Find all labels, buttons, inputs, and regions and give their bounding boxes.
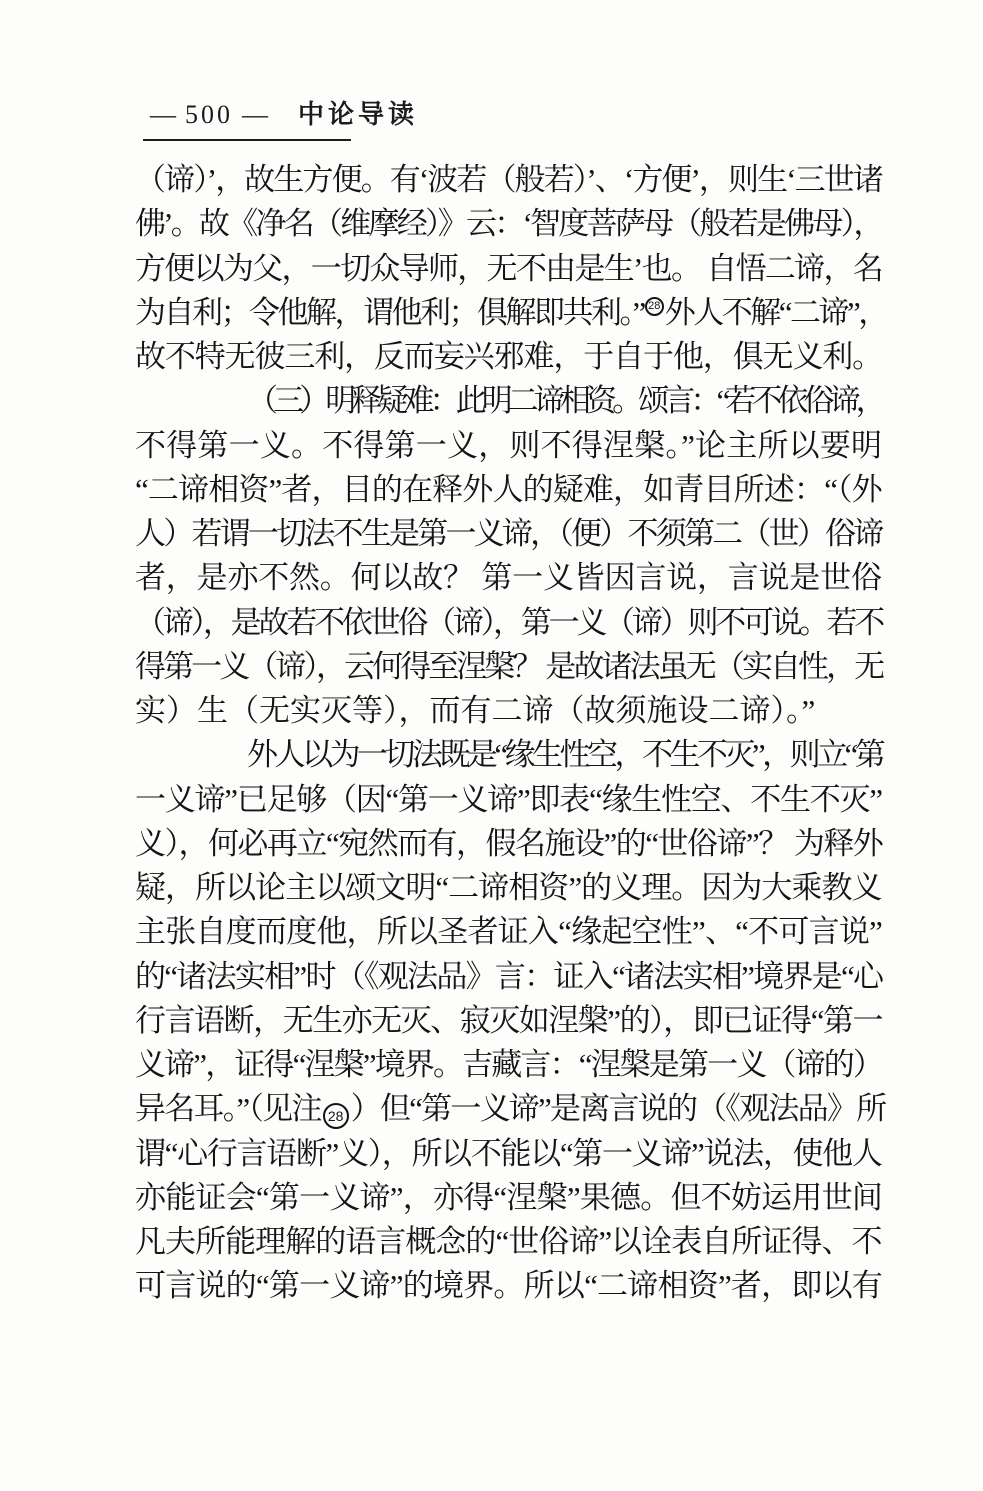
- text-line: 人）若谓一切法不生是第一义谛，（便）不须第二（世）俗谛: [135, 516, 882, 551]
- text-segment: ）但“第一义谛”是离言说的（《观法品》所: [350, 1091, 886, 1127]
- page-header: [150, 100, 418, 130]
- footnote-ref-28-superscript-icon: 28: [645, 297, 664, 316]
- text-line: 疑，所以论主以颂文明“二谛相资”的义理。因为大乘教义: [135, 870, 882, 905]
- text-line: 者，是亦不然。何以故？ 第一义皆因言说，言说是世俗: [135, 560, 882, 596]
- text-line: 得第一义（谛），云何得至涅槃？ 是故诸法虽无（实自性，无: [135, 648, 883, 684]
- text-line: 的“诸法实相”时（《观法品》言：证入“诸法实相”境界是“心: [135, 958, 883, 994]
- header-dash-left: —: [150, 100, 176, 129]
- text-line: 亦能证会“第一义谛”，亦得“涅槃”果德。但不妨运用世间: [135, 1179, 883, 1215]
- book-title: 中论导读: [298, 100, 419, 129]
- text-line: [135, 1087, 886, 1131]
- text-line: 凡夫所能理解的语言概念的“世俗谛”以诠表自所证得、不: [135, 1224, 882, 1259]
- text-line-paragraph-start: 外人以为一切法既是“缘生性空，不生不灭”，则立“第: [247, 737, 883, 773]
- text-segment: 异名耳。”（见注: [135, 1091, 321, 1127]
- text-line: 义谛”，证得“涅槃”境界。吉藏言：“涅槃是第一义（谛的）: [135, 1047, 883, 1082]
- footnote-ref-28-icon: 28: [323, 1103, 349, 1129]
- text-line: 方便以为父，一切众导师，无不由是生’也。 自悟二谛，名: [135, 250, 883, 286]
- text-line: 可言说的“第一义谛”的境界。所以“二谛相资”者，即以有: [135, 1268, 883, 1304]
- text-line: 行言语断，无生亦无灭、寂灭如涅槃”的），即已证得“第一: [135, 1002, 883, 1038]
- text-line: [135, 291, 887, 335]
- page-number: 500: [185, 100, 233, 129]
- text-line: 谓“心行言语断”义），所以不能以“第一义谛”说法，使他人: [135, 1135, 882, 1171]
- header-dash-right: —: [242, 100, 268, 129]
- text-line: 不得第一义。不得第一义，则不得涅槃。”论主所以要明: [135, 427, 883, 463]
- text-line: 主张自度而度他，所以圣者证入“缘起空性”、“不可言说”: [135, 914, 883, 950]
- text-segment: 为自利；令他解，谓他利；俱解即共利。”: [135, 294, 644, 330]
- text-segment: 外人不解“二谛”，: [664, 294, 887, 330]
- header-rule: [143, 139, 351, 141]
- text-line: （谛），是故若不依世俗（谛），第一义（谛）则不可说。若不: [135, 604, 882, 640]
- text-line: （谛）’，故生方便。有‘波若（般若）’、‘方便’，则生‘三世诸: [135, 162, 882, 197]
- text-line: “二谛相资”者，目的在释外人的疑难，如青目所述：“（外: [135, 471, 882, 507]
- text-line: 义），何必再立“宛然而有，假名施设”的“世俗谛”？ 为释外: [135, 825, 883, 861]
- text-line: 一义谛”已足够（因“第一义谛”即表“缘生性空、不生不灭”: [135, 781, 882, 817]
- text-line: 故不特无彼三利，反而妄兴邪难，于自于他，俱无义利。: [135, 339, 882, 374]
- text-line: 佛’。故《净名（维摩经）》云：‘智度菩萨母（般若是佛母），: [135, 206, 882, 242]
- text-line-paragraph-end: 实）生（无实灭等），而有二谛（故须施设二谛）。”: [135, 693, 816, 728]
- text-line-paragraph-start: （三）明释疑难：此明二谛相资。颂言：“若不依俗谛，: [247, 383, 882, 419]
- body-text-block: [135, 158, 887, 1309]
